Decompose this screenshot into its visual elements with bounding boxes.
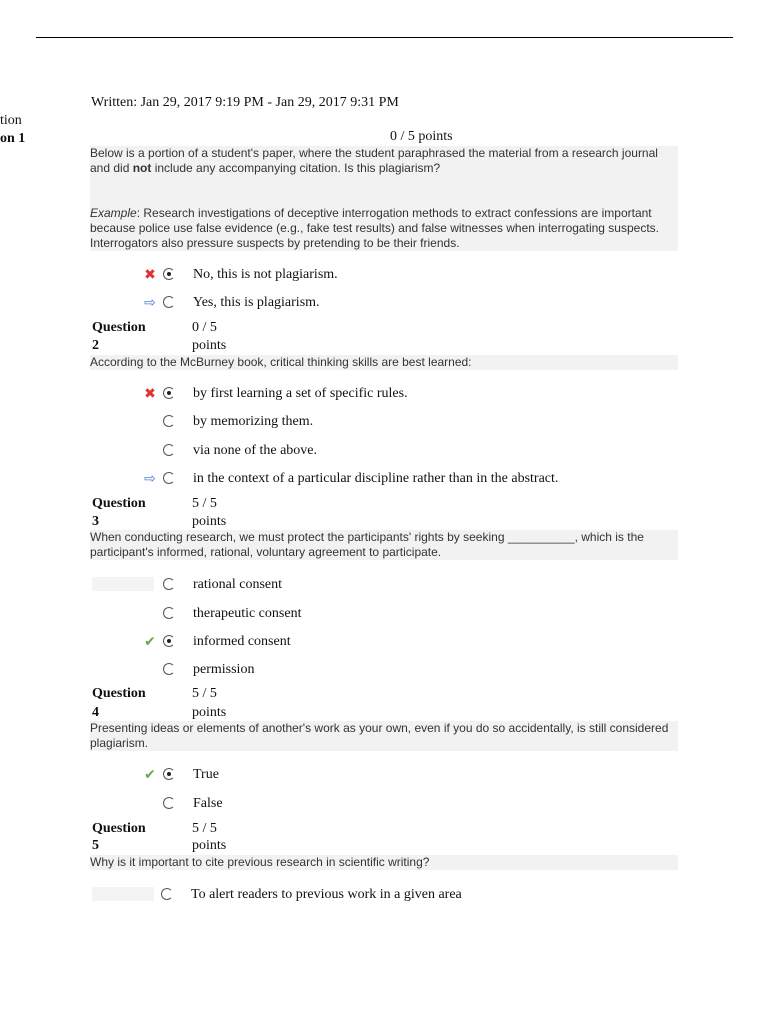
question-score: 0 / 5 [192,320,217,335]
answer-option[interactable]: permission [92,661,652,681]
q1-score: 0 / 5 points [390,129,453,144]
side-label-section: tion [0,113,22,128]
answer-option[interactable]: ✖ No, this is not plagiarism. [92,266,652,286]
q1-prompt [90,146,678,251]
radio-button[interactable] [163,268,175,280]
arrow-right-icon: ⇨ [144,471,156,487]
radio-button[interactable] [163,415,175,427]
x-icon: ✖ [144,386,156,402]
answer-option[interactable]: ✖ by first learning a set of specific rules. [92,385,652,405]
radio-button[interactable] [163,387,175,399]
side-label-question: on 1 [0,131,26,146]
feedback-placeholder [92,577,154,591]
question-number: 5 [92,838,99,853]
answer-option[interactable]: ✔ informed consent [92,633,652,653]
radio-button[interactable] [163,444,175,456]
q1-prompt-text: Below is a portion of a student's paper, where the student paraphrased the material from a research journal and did not include any accompanying citation. Is this plagiarism? [90,146,658,175]
question-number: 3 [92,514,99,529]
q1-example: Example: Research investigations of deceptive interrogation methods to extract confessions are important because police use false evidence (e.g., fake test results) and false witnesses when interrogating suspects. Interrogators also pressure suspects by pretending to be their friends. [90,206,659,250]
radio-button[interactable] [163,768,175,780]
arrow-right-icon: ⇨ [144,295,156,311]
x-icon: ✖ [144,267,156,283]
question-score: 5 / 5 [192,821,217,836]
radio-button[interactable] [163,635,175,647]
points-label: points [192,705,227,720]
question-label: Question [92,496,146,511]
radio-button[interactable] [163,607,175,619]
answer-option[interactable]: ⇨ Yes, this is plagiarism. [92,294,652,314]
answer-option[interactable]: via none of the above. [92,442,652,462]
q5-prompt: Why is it important to cite previous research in scientific writing? [90,855,678,870]
question-score: 5 / 5 [192,496,217,511]
points-label: points [192,838,227,853]
answer-option[interactable]: False [92,795,652,815]
radio-button[interactable] [163,663,175,675]
radio-button[interactable] [163,797,175,809]
question-number: 4 [92,705,99,720]
question-score: 5 / 5 [192,686,217,701]
radio-button[interactable] [163,578,175,590]
question-label: Question [92,320,146,335]
q4-prompt: Presenting ideas or elements of another's work as your own, even if you do so accidentally, is still considered plagiarism. [90,721,678,751]
answer-option[interactable]: therapeutic consent [92,605,652,625]
answer-option[interactable]: ⇨ in the context of a particular discipline rather than in the abstract. [92,470,652,490]
question-label: Question [92,821,146,836]
points-label: points [192,338,227,353]
radio-button[interactable] [161,888,173,900]
feedback-placeholder [92,887,154,901]
radio-button[interactable] [163,296,175,308]
answer-option[interactable]: rational consent [92,576,652,596]
question-number: 2 [92,338,99,353]
check-icon: ✔ [144,767,156,783]
q2-prompt: According to the McBurney book, critical thinking skills are best learned: [90,355,678,370]
question-label: Question [92,686,146,701]
answer-option[interactable]: To alert readers to previous work in a given area [92,886,652,906]
q3-prompt: When conducting research, we must protect the participants' rights by seeking __________, which is the participant's informed, rational, voluntary agreement to participate. [90,530,678,560]
radio-button[interactable] [163,472,175,484]
check-icon: ✔ [144,634,156,650]
answer-option[interactable]: by memorizing them. [92,413,652,433]
answer-option[interactable]: ✔ True [92,766,652,786]
written-timestamp: Written: Jan 29, 2017 9:19 PM - Jan 29, 2017 9:31 PM [91,95,399,110]
points-label: points [192,514,227,529]
top-divider [36,37,733,38]
